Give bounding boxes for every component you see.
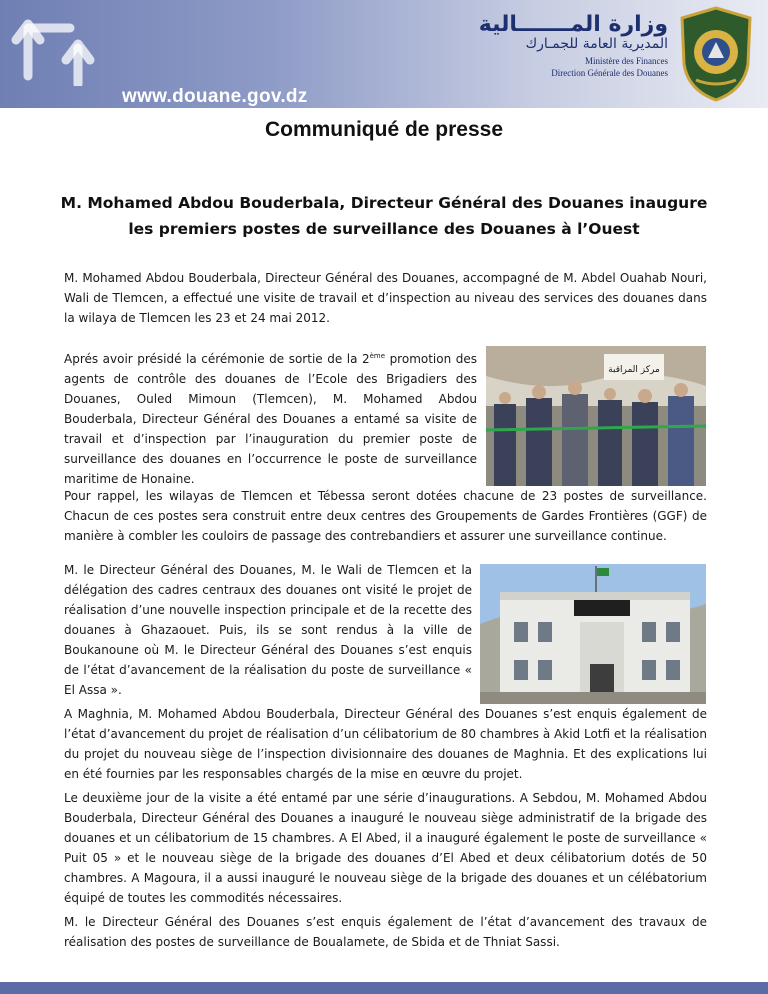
paragraph-ceremony (64, 346, 477, 489)
paragraph-intro: M. Mohamed Abdou Bouderbala, Directeur Général des Douanes, accompagné de M. Abdel Ouahab Nouri, Wali de Tlemcen, a effectué une visite de travail et d’inspection au niveau des services des douanes dans la wilaya de Tlemcen les 23 et 24 mai 2012. (64, 271, 707, 325)
ribbon-cutting-photo (486, 346, 706, 486)
paragraph-closing: M. le Directeur Général des Douanes s’est enquis également de l’état d’avancement des travaux de réalisation des postes de surveillance de Boualamete, de Sbida et de Thniat Sassi. (64, 915, 707, 949)
headline-line-1: M. Mohamed Abdou Bouderbala, Directeur Général des Douanes inaugure (60, 194, 708, 212)
header-banner (0, 0, 768, 108)
website-url: www.douane.gov.dz (122, 86, 308, 107)
paragraph-ceremony-rest: promotion des agents de contrôle des douanes de l’Ecole des Brigadiers des Douanes, Ouled Mimoun (Tlemcen), M. Mohamed Abdou Bouderbala, Directeur Général des Douanes a entamé sa visite de travail et d’inspection par l’inauguration du premier poste de surveillance des douanes en l’occurrence le poste de surveillance maritime de Honaine. (64, 352, 477, 486)
arrows-logo-icon (8, 6, 128, 86)
headline-line-2: les premiers postes de surveillance des Douanes à l’Ouest (128, 220, 640, 238)
ribbon-sign-text: مركز المراقبة (608, 365, 660, 375)
customs-emblem-icon (674, 4, 758, 104)
arabic-direction: المديرية العامة للجمـارك (525, 36, 668, 52)
ordinal-superscript: ème (369, 352, 386, 360)
page-title: Communiqué de presse (264, 118, 504, 141)
arabic-ministry: وزارة المـــــــالية (478, 12, 668, 37)
paragraph-ceremony-start: Aprés avoir présidé la cérémonie de sortie de la 2 (64, 352, 370, 366)
headline (60, 190, 708, 242)
surveillance-post-photo (480, 564, 706, 704)
paragraph-second-day: Le deuxième jour de la visite a été entamé par une série d’inaugurations. A Sebdou, M. Mohamed Abdou Bouderbala, Directeur Général des Douanes a inauguré le nouveau siège administratif de la brigade des douanes et un célibatorium de 15 chambres. A El Abed, il a inauguré également le poste de surveillance « Puit 05 » et le nouveau siège de la brigade des douanes d’El Abed et deux célibatorium dotés de 50 chambres. A Magoura, il a aussi inauguré le nouveau siège de la brigade des douanes et un célébatorium équipé de toutes les commodités nécessaires. (64, 791, 707, 905)
ministry-label: Ministère des Finances (585, 56, 668, 66)
paragraph-visit: M. le Directeur Général des Douanes, M. le Wali de Tlemcen et la délégation des cadres centraux des douanes ont visité le projet de réalisation d’une nouvelle inspection principale et de la recette des douanes à Ghazaouet. Puis, ils se sont rendus à la ville de Boukanoune où M. le Directeur Général des Douanes s’est enquis de l’état d’avancement de la réalisation du poste de surveillance « El Assa ». (64, 563, 472, 697)
paragraph-reminder: Pour rappel, les wilayas de Tlemcen et Tébessa seront dotées chacune de 23 postes de surveillance. Chacun de ces postes sera construit entre deux centres des Groupements de Gardes Frontières (GGF) de manière à combler les couloirs de passage des contrebandiers et assurer une surveillance continue. (64, 489, 707, 543)
footer-bar (0, 982, 768, 994)
paragraph-maghnia: A Maghnia, M. Mohamed Abdou Bouderbala, Directeur Général des Douanes s’est enquis également de l’état d’avancement du projet de réalisation d’un célibatorium de 80 chambres à Akid Lotfi et la réalisation du projet du nouveau siège de l’inspection divisionnaire des douanes de Maghnia. Et des explications lui en été fournies par les responsables chargés de la mise en œuvre du projet. (64, 707, 707, 781)
direction-label: Direction Générale des Douanes (551, 68, 668, 78)
